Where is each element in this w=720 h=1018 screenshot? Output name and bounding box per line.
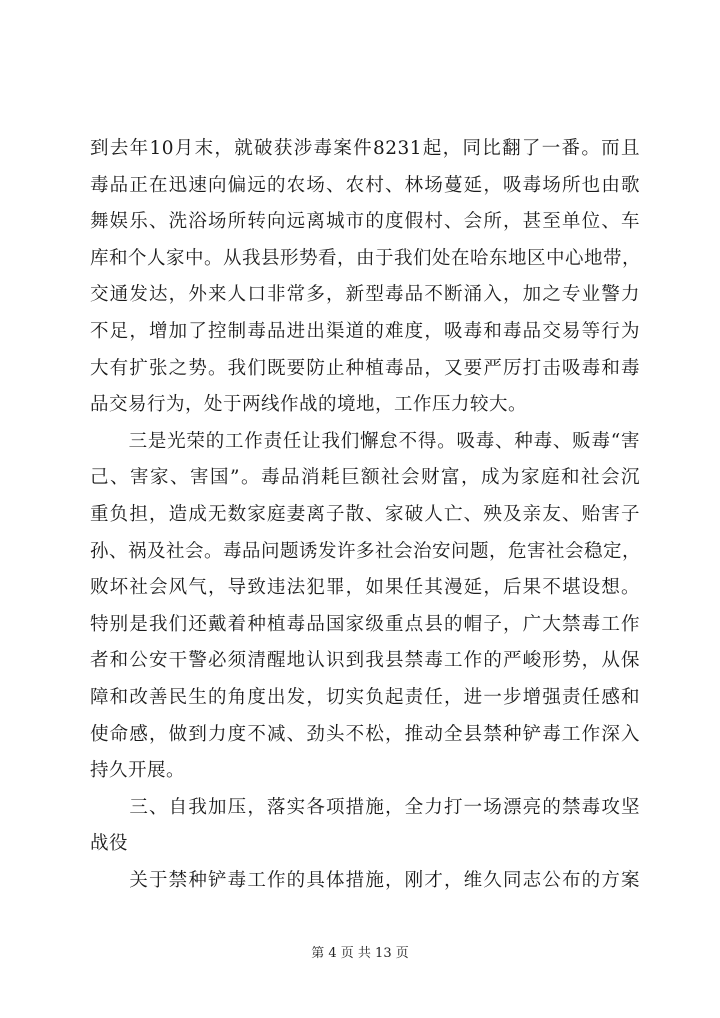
text-line: 毒品正在迅速向偏远的农场、农村、林场蔓延，吸毒场所也由歌 <box>90 174 640 196</box>
text-line: 重负担，造成无数家庭妻离子散、家破人亡、殃及亲友、贻害子 <box>90 503 640 525</box>
text-line: 己、害家、害国”。毒品消耗巨额社会财富，成为家庭和社会沉 <box>90 467 640 489</box>
text-line: 孙、祸及社会。毒品问题诱发许多社会治安问题，危害社会稳定， <box>90 540 642 562</box>
section-heading-line: 三、自我加压，落实各项措施，全力打一场漂亮的禁毒攻坚 <box>90 796 640 818</box>
text-line: 不足，增加了控制毒品进出渠道的难度，吸毒和毒品交易等行为 <box>90 320 640 342</box>
page-number-footer: 第 4 页 共 13 页 <box>311 946 409 961</box>
text-line: 大有扩张之势。我们既要防止种植毒品，又要严厉打击吸毒和毒 <box>90 357 640 379</box>
text-line: 三是光荣的工作责任让我们懈怠不得。吸毒、种毒、贩毒“害 <box>90 430 640 452</box>
text-line: 库和个人家中。从我县形势看，由于我们处在哈东地区中心地带， <box>90 247 642 269</box>
text-line: 特别是我们还戴着种植毒品国家级重点县的帽子，广大禁毒工作 <box>90 613 640 635</box>
text-line: 者和公安干警必须清醒地认识到我县禁毒工作的严峻形势，从保 <box>90 650 640 672</box>
text-line: 障和改善民生的角度出发，切实负起责任，进一步增强责任感和 <box>90 686 640 708</box>
text-line: 持久开展。 <box>90 760 186 782</box>
section-heading-line: 战役 <box>90 833 129 855</box>
text-line: 到去年10月末，就破获涉毒案件8231起，同比翻了一番。而且 <box>90 138 640 159</box>
text-line: 败坏社会风气，导致违法犯罪，如果任其漫延，后果不堪设想。 <box>90 577 640 599</box>
text-line: 舞娱乐、洗浴场所转向远离城市的度假村、会所，甚至单位、车 <box>90 211 640 233</box>
document-body <box>90 131 640 899</box>
text-line: 关于禁种铲毒工作的具体措施，刚才，维久同志公布的方案 <box>90 869 640 891</box>
text-line: 交通发达，外来人口非常多，新型毒品不断涌入，加之专业警力 <box>90 284 640 306</box>
text-line: 品交易行为，处于两线作战的境地，工作压力较大。 <box>90 394 528 416</box>
text-line: 使命感，做到力度不减、劲头不松，推动全县禁种铲毒工作深入 <box>90 723 640 745</box>
